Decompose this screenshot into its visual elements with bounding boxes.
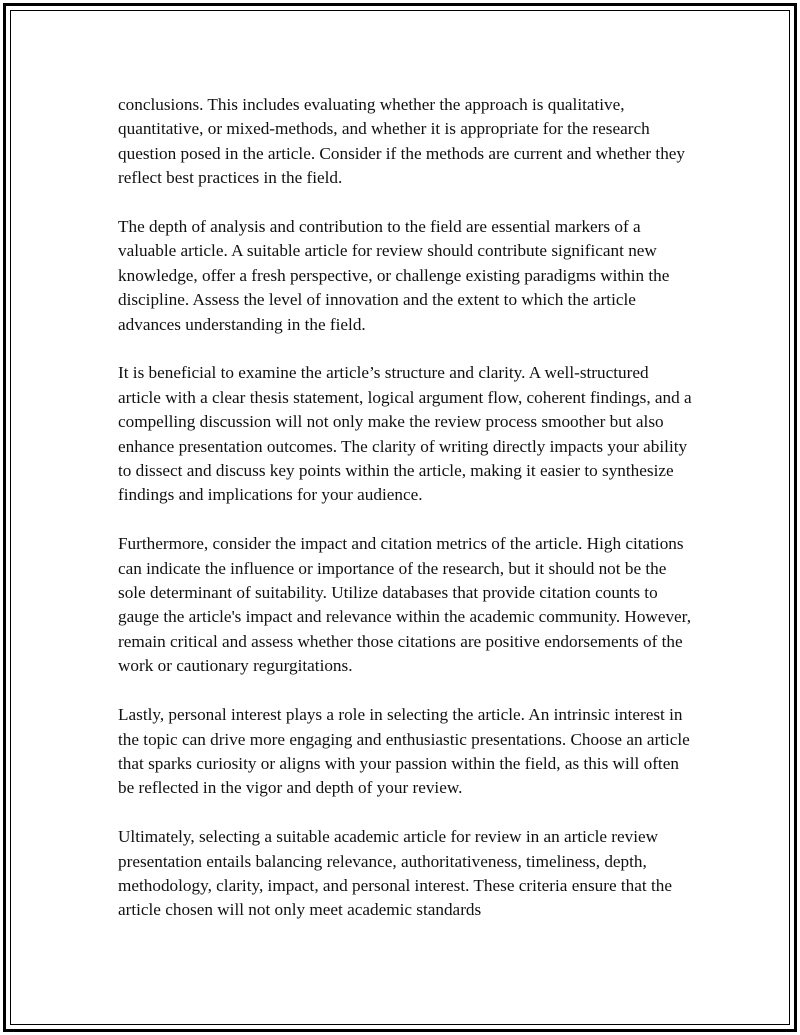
paragraph-conclusion: Ultimately, selecting a suitable academic article for review in an article review presentation entails balancing relevance, authoritativeness, timeliness, depth, methodology, clarity, impact, and personal interest. These criteria ensure that the article chosen will not only meet academic standards bbox=[118, 827, 672, 920]
paragraph-personal-interest: Lastly, personal interest plays a role in selecting the article. An intrinsic interest in the topic can drive more engaging and enthusiastic presentations. Choose an article that sparks curiosity or aligns with your passion within the field, as this will often be reflected in the vigor and depth of your review. bbox=[118, 705, 690, 798]
document-body bbox=[118, 93, 693, 923]
paragraph-citation-metrics: Furthermore, consider the impact and citation metrics of the article. High citations can indicate the influence or importance of the research, but it should not be the sole determinant of suitability. Utilize databases that provide citation counts to gauge the article's impact and relevance within the academic community. However, remain critical and assess whether those citations are positive endorsements of the work or cautionary regurgitations. bbox=[118, 534, 692, 676]
paragraph-depth-contribution: The depth of analysis and contribution to the field are essential markers of a valuable article. A suitable article for review should contribute significant new knowledge, offer a fresh perspective, or challenge existing paradigms within the discipline. Assess the level of innovation and the extent to which the article advances understanding in the field. bbox=[118, 217, 670, 334]
paragraph-methodology: conclusions. This includes evaluating whether the approach is qualitative, quantitative, or mixed-methods, and whether it is appropriate for the research question posed in the article. Consider if the methods are current and whether they reflect best practices in the field. bbox=[118, 95, 686, 188]
paragraph-structure-clarity: It is beneficial to examine the article’s structure and clarity. A well-structured article with a clear thesis statement, logical argument flow, coherent findings, and a compelling discussion will not only make the review process smoother but also enhance presentation outcomes. The clarity of writing directly impacts your ability to dissect and discuss key points within the article, making it easier to synthesize findings and implications for your audience. bbox=[118, 363, 692, 505]
